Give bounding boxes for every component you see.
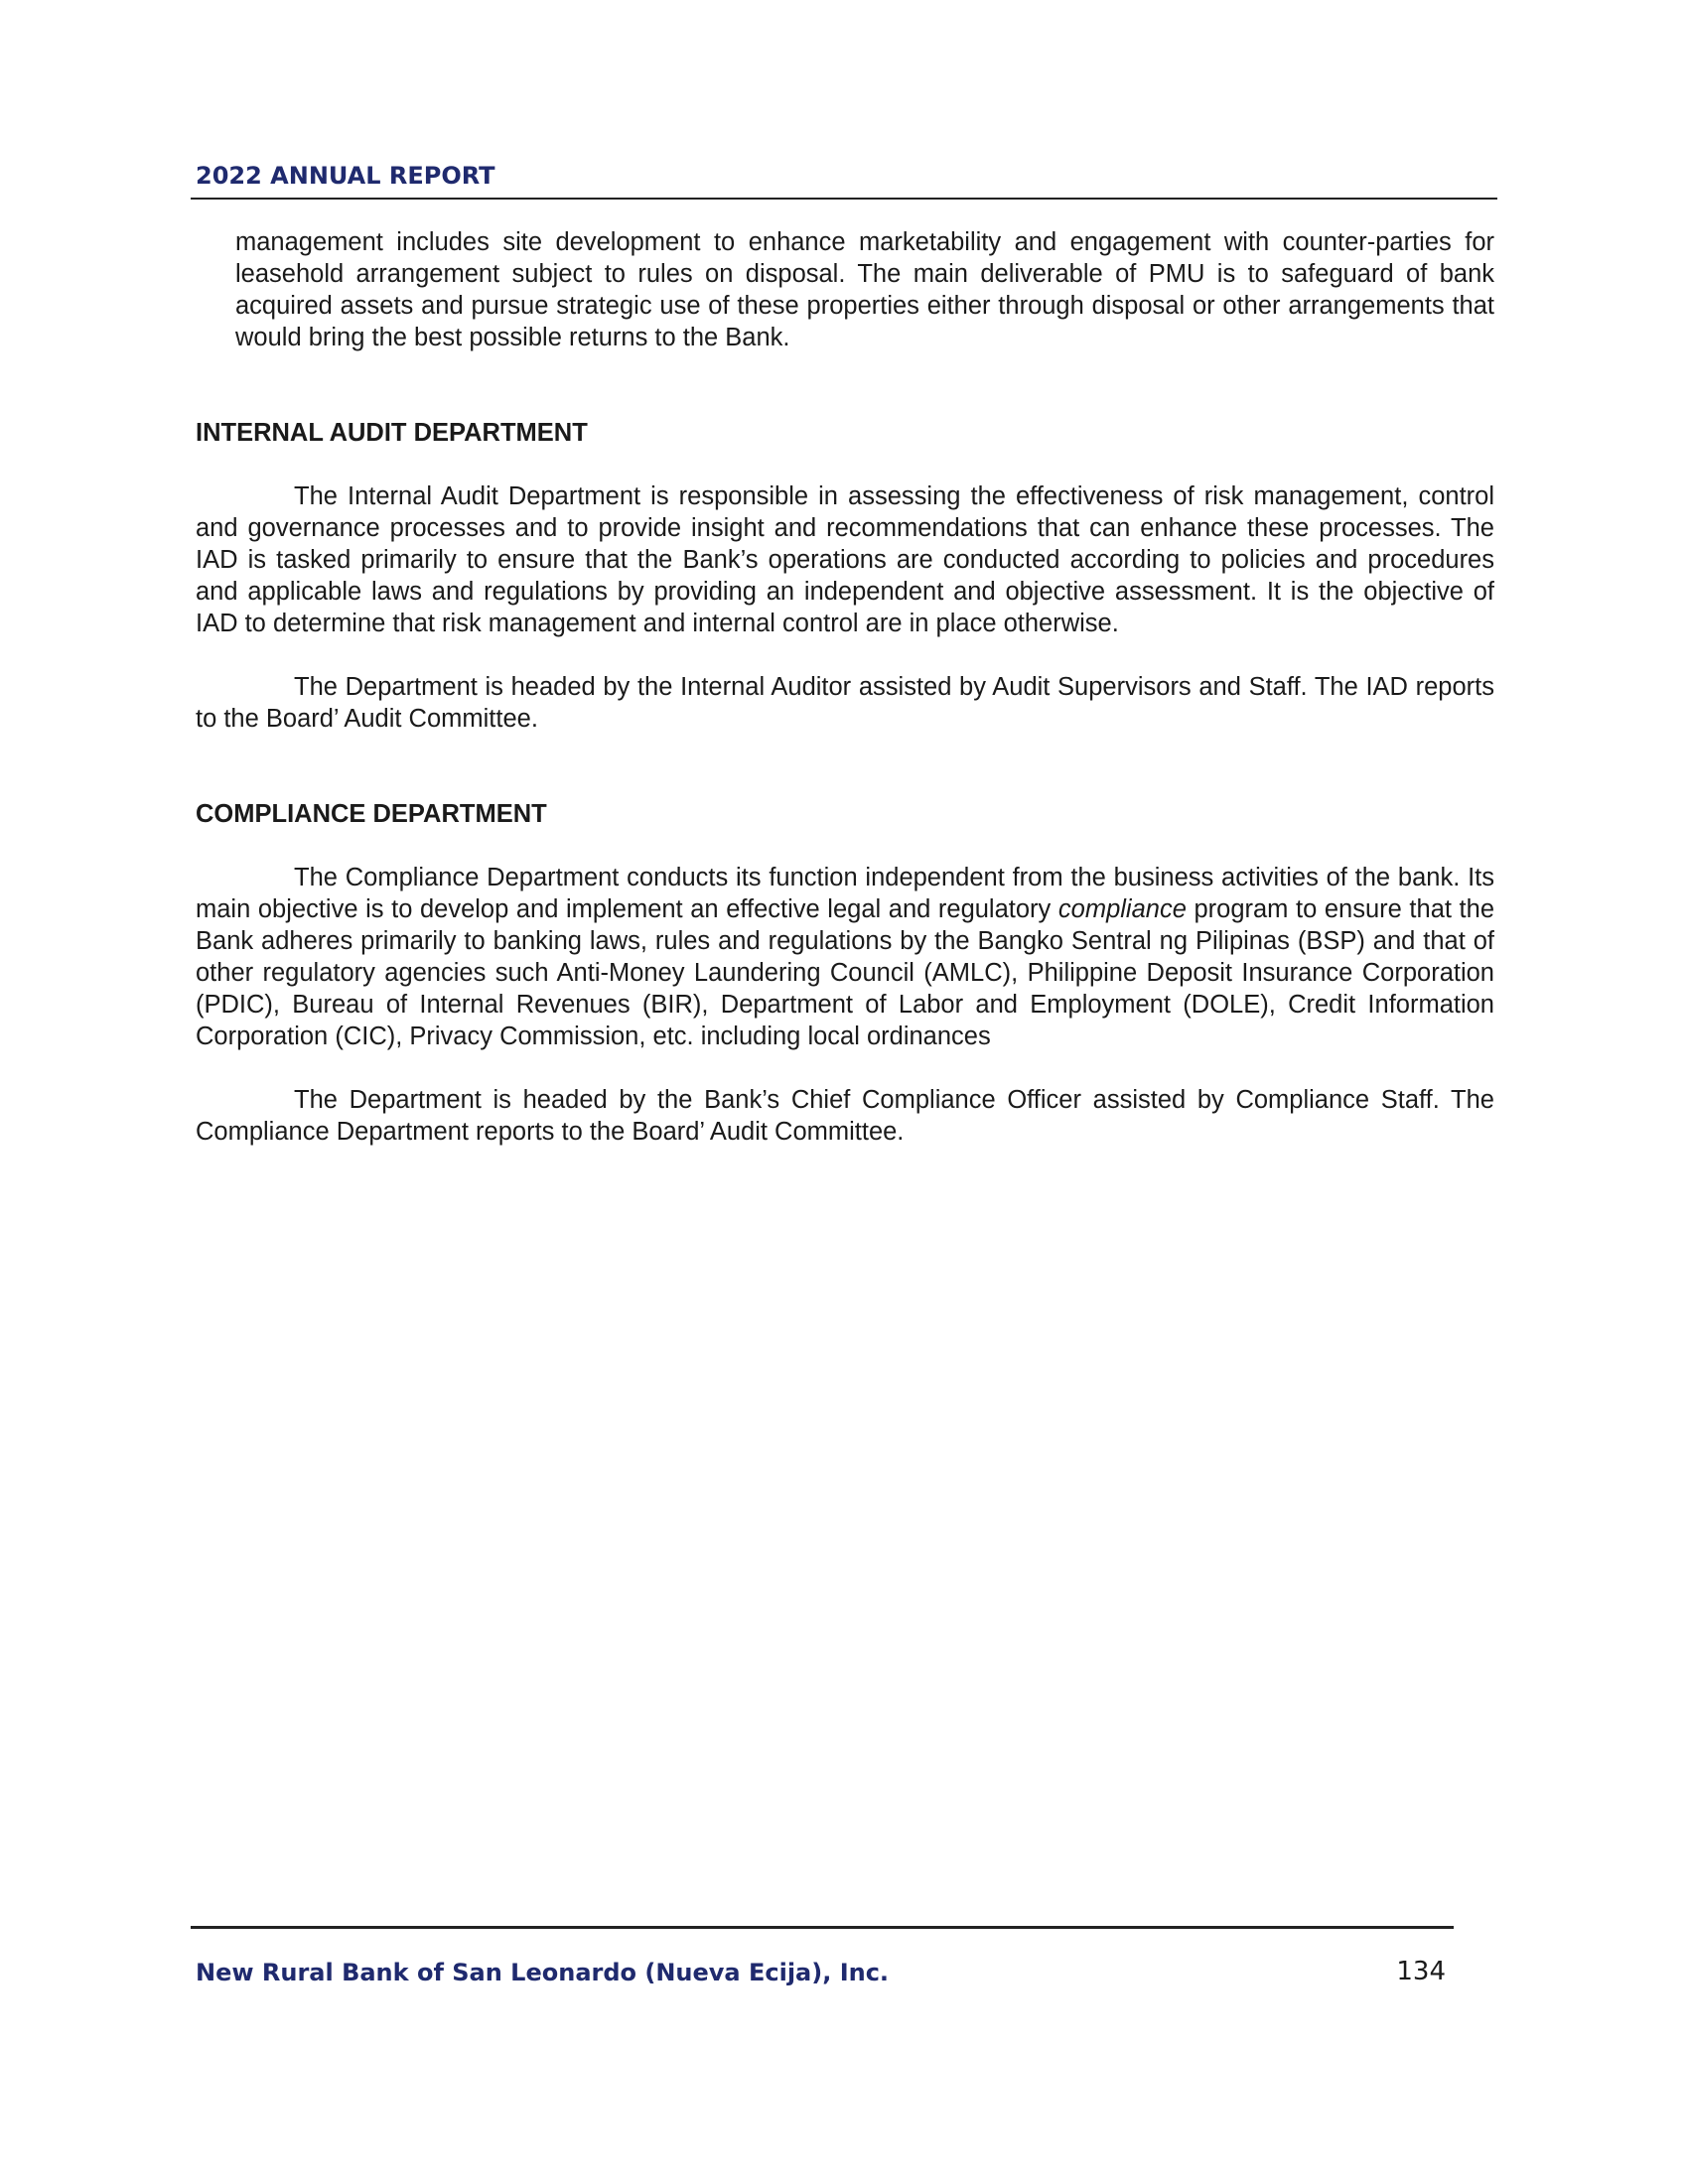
compliance-emphasis: compliance <box>1057 895 1187 923</box>
internal-audit-heading: INTERNAL AUDIT DEPARTMENT <box>196 419 588 447</box>
page-number: 134 <box>1396 1957 1446 1986</box>
footer-divider <box>191 1926 1454 1929</box>
footer-bank-name: New Rural Bank of San Leonardo (Nueva Ecija), Inc. <box>196 1959 890 1986</box>
compliance-paragraph-1-part-a: The Compliance Department conducts its function independent from the business activities of the bank. Its main objective is to develop and implement an effective legal and regulatory <box>196 864 1494 923</box>
header-divider <box>191 198 1497 200</box>
internal-audit-paragraph-1: The Internal Audit Department is responsible in assessing the effectiveness of risk management, control and governance processes and to provide insight and recommendations that can enhance these processes. The IAD is tasked primarily to ensure that the Bank’s operations are conducted according to policies and procedures and applicable laws and regulations by providing an independent and objective assessment. It is the objective of IAD to determine that risk management and internal control are in place otherwise. <box>196 482 1494 637</box>
page-body <box>196 226 1494 1148</box>
compliance-paragraph-1-part-b: program to ensure that the Bank adheres primarily to banking laws, rules and regulations by the Bangko Sentral ng Pilipinas (BSP) and that of other regulatory agencies such Anti-Money Laundering Council (AMLC), Philippine Deposit Insurance Corporation (PDIC), Bureau of Internal Revenues (BIR), Department of Labor and Employment (DOLE), Credit Information Corporation (CIC), Privacy Commission, etc. including local ordinances <box>196 895 1495 1050</box>
report-title: 2022 ANNUAL REPORT <box>196 162 495 190</box>
compliance-paragraph-1 <box>196 862 1494 1052</box>
compliance-heading: COMPLIANCE DEPARTMENT <box>196 800 547 828</box>
internal-audit-paragraph-2: The Department is headed by the Internal Auditor assisted by Audit Supervisors and Staff. The IAD reports to the Board’ Audit Committee. <box>196 673 1494 733</box>
compliance-paragraph-2: The Department is headed by the Bank’s Chief Compliance Officer assisted by Compliance Staff. The Compliance Department reports to the Board’ Audit Committee. <box>196 1086 1494 1146</box>
intro-paragraph: management includes site development to enhance marketability and engagement with counter-parties for leasehold arrangement subject to rules on disposal. The main deliverable of PMU is to safeguard of bank acquired assets and pursue strategic use of these properties either through disposal or other arrangements that would bring the best possible returns to the Bank. <box>235 228 1494 351</box>
